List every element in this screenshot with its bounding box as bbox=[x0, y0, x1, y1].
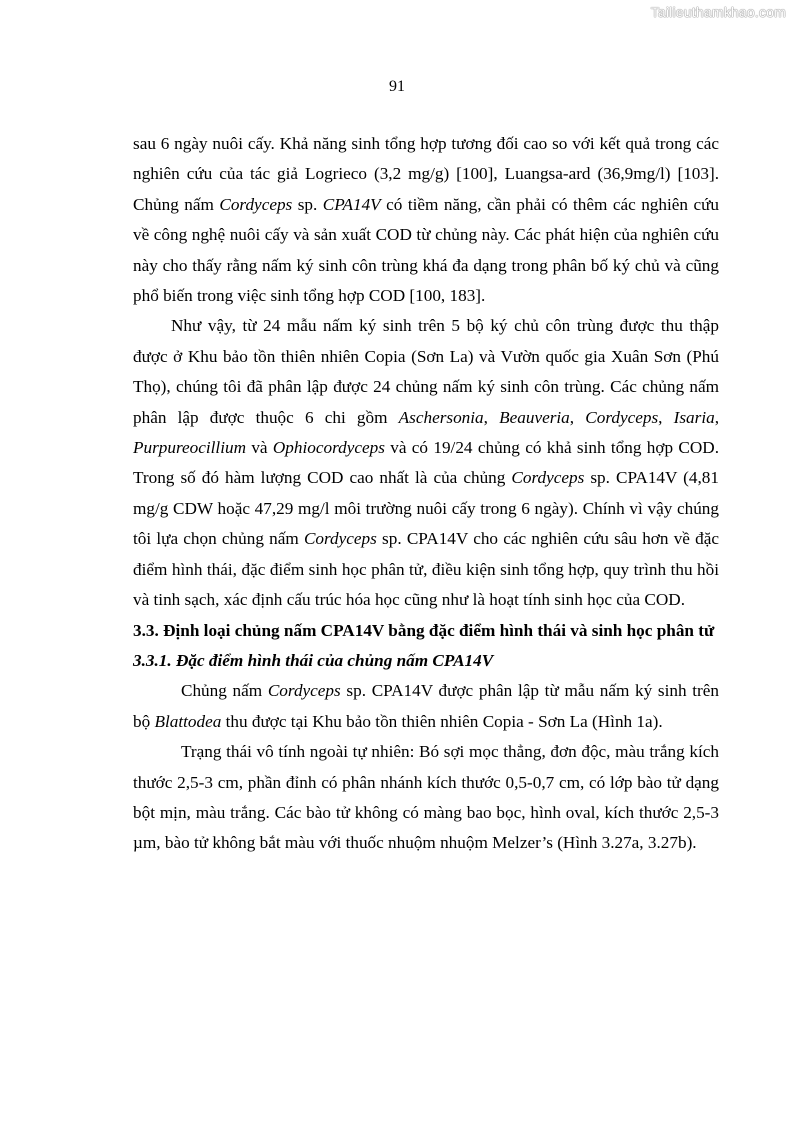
paragraph-1 bbox=[133, 129, 719, 311]
text-run: Chủng nấm bbox=[181, 681, 268, 701]
italic-run: Cordyceps bbox=[219, 194, 293, 214]
text-run: , bbox=[714, 407, 719, 427]
watermark: Tailieuthamkhao.com bbox=[650, 4, 786, 20]
text-run: , bbox=[483, 407, 500, 427]
text-run: và bbox=[245, 438, 273, 458]
italic-run: Purpureocillium bbox=[133, 438, 246, 458]
section-heading: 3.3. Định loại chủng nấm CPA14V bằng đặc điểm hình thái và sinh học phân tử bbox=[133, 620, 715, 640]
text-run: có tiềm năng, cần phải có thêm các nghiên cứu về công nghệ nuôi cấy và sản xuất COD từ chủng này. Các phát hiện của nghiên cứu này cho thấy rằng nấm ký sinh côn trùng khá đa dạng trong phân bố ký chủ và cũng phổ biến trong việc sinh tổng hợp COD [100, 183]. bbox=[133, 194, 719, 306]
text-run: sp. CPA14V cho các nghiên cứu sâu hơn về đặc điểm hình thái, đặc điểm sinh học phân tử, điều kiện sinh tổng hợp, quy trình thu hồi và tinh sạch, xác định cấu trúc hóa học cũng như là hoạt tính sinh học của COD. bbox=[133, 529, 719, 610]
paragraph-2 bbox=[133, 311, 719, 615]
italic-run: Ophiocordyceps bbox=[272, 438, 385, 458]
paragraph-4: Trạng thái vô tính ngoài tự nhiên: Bó sợi mọc thẳng, đơn độc, màu trắng kích thước 2,5-3 cm, phần đỉnh có phân nhánh kích thước 0,5-0,7 cm, có lớp bào tử dạng bột mịn, màu trắng. Các bào tử không có màng bao bọc, hình oval, kích thước 2,5-3 µm, bào tử không bắt màu với thuốc nhuộm nhuộm Melzer’s (Hình 3.27a, 3.27b). bbox=[133, 742, 719, 853]
text-run: sp. bbox=[292, 194, 323, 214]
italic-run: Isaria bbox=[673, 407, 715, 427]
text-run: sp. CPA14V được phân lập từ mẫu nấm ký sinh trên bộ bbox=[133, 681, 720, 731]
text-run: , bbox=[658, 407, 674, 427]
text-run: Như vậy, từ 24 mẫu nấm ký sinh trên 5 bộ ký chủ côn trùng được thu thập được ở Khu bảo tồn thiên nhiên Copia (Sơn La) và Vườn quốc gia Xuân Sơn (Phú Thọ), chúng tôi đã phân lập được 24 chủng nấm ký sinh côn trùng. Các chủng nấm phân lập được thuộc 6 chi gồm bbox=[133, 316, 719, 427]
italic-run: Beauveria bbox=[499, 407, 570, 427]
page-number: 91 bbox=[389, 78, 405, 95]
italic-run: Cordyceps bbox=[511, 468, 585, 488]
italic-run: Cordyceps bbox=[585, 407, 659, 427]
italic-run: Blattodea bbox=[154, 711, 222, 731]
paragraph-3 bbox=[133, 676, 719, 737]
text-run: sau 6 ngày nuôi cấy. Khả năng sinh tổng hợp tương đối cao so với kết quả trong các nghiên cứu của tác giả Logrieco (3,2 mg/g) [100], Luangsa-ard (36,9mg/l) [103]. Chủng nấm bbox=[133, 134, 719, 214]
italic-run: Cordyceps bbox=[267, 681, 341, 701]
text-run: , bbox=[569, 407, 586, 427]
subsection-heading: 3.3.1. Đặc điểm hình thái của chủng nấm CPA14V bbox=[133, 650, 494, 670]
italic-run: Aschersonia bbox=[398, 407, 484, 427]
text-run: và có 19/24 chủng có khả sinh tổng hợp COD. Trong số đó hàm lượng COD cao nhất là của chủng bbox=[133, 438, 719, 488]
text-run: thu được tại Khu bảo tồn thiên nhiên Copia - Sơn La (Hình 1a). bbox=[221, 711, 663, 731]
italic-run: CPA14V bbox=[322, 194, 381, 214]
text-run: sp. CPA14V (4,81 mg/g CDW hoặc 47,29 mg/l môi trường nuôi cấy trong 6 ngày). Chính vì vậy chúng tôi lựa chọn chủng nấm bbox=[133, 468, 719, 549]
italic-run: Cordyceps bbox=[303, 529, 377, 549]
document-body bbox=[133, 129, 719, 859]
